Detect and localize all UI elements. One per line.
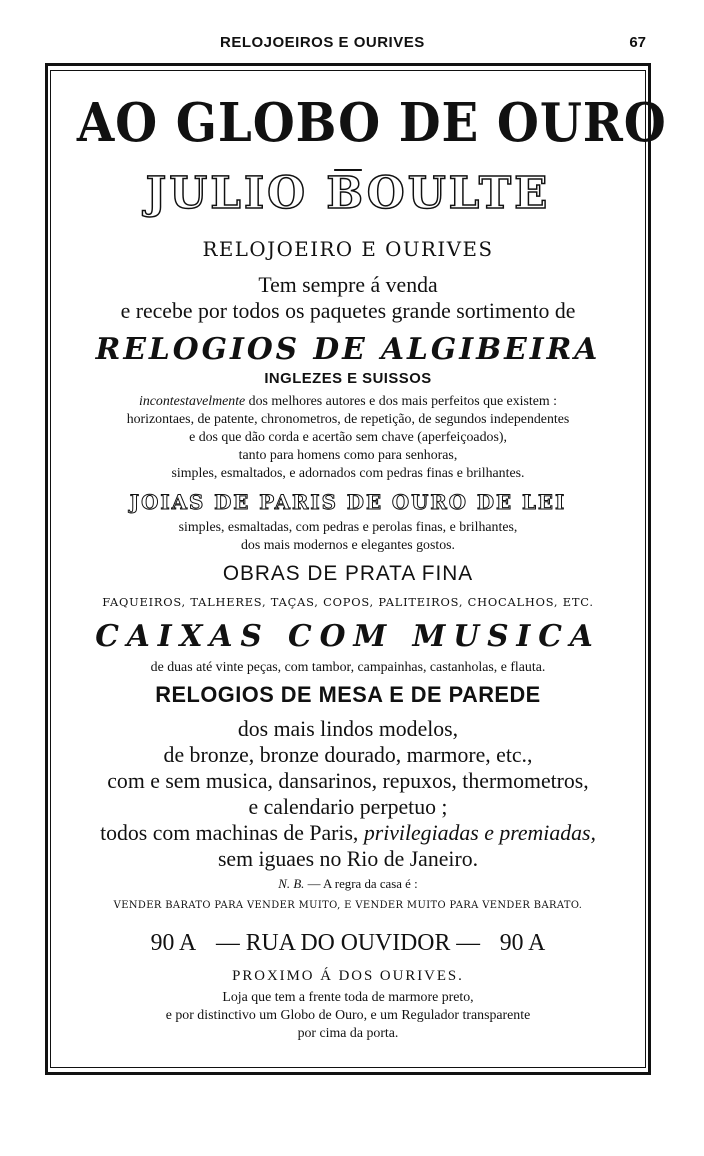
clocks-line-5-italic: privilegiadas e premiadas, [363, 820, 596, 845]
clocks-line-3: com e sem musica, dansarinos, repuxos, thermometros, [107, 768, 589, 793]
advert-title: AO GLOBO DE OURO [76, 92, 667, 154]
nb-label: N. B. [278, 876, 305, 891]
address-number-left: 90 A [150, 930, 197, 956]
running-title: RELOJOEIROS E OURIVES [220, 34, 425, 51]
pocket-watches-heading: RELOGIOS DE ALGIBEIRA [95, 332, 601, 367]
desc-italic: incontestavelmente [138, 394, 246, 409]
desc-line-1 [53, 394, 643, 410]
origins-line: INGLEZES E SUISSOS [264, 370, 432, 387]
clocks-heading: RELOGIOS DE MESA E DE PAREDE [155, 682, 541, 707]
jewels-heading: JOIAS DE PARIS DE OURO DE LEI [129, 490, 567, 514]
house-motto: VENDER BARATO PARA VENDER MUITO, E VENDER MUITO PARA VENDER BARATO. [113, 900, 583, 911]
near-goldsmiths: PROXIMO Á DOS OURIVES. [232, 968, 464, 984]
desc-line-1-rest: dos melhores autores e dos mais perfeitos que existem : [245, 394, 557, 409]
desc-line-3: e dos que dão corda e acertão sem chave (aperfeiçoados), [189, 430, 507, 445]
sale-line: Tem sempre á venda [258, 272, 438, 297]
desc-line-4: tanto para homens como para senhoras, [238, 448, 458, 463]
address-line [53, 930, 643, 957]
profession: RELOJOEIRO E OURIVES [202, 237, 494, 261]
desc-line-5: simples, esmaltados, e adornados com pedras finas e brilhantes. [171, 466, 525, 481]
store-line-2: e por distinctivo um Globo de Ouro, e um Regulador transparente [165, 1008, 531, 1023]
desc-line-2: horizontaes, de patente, chronometros, de repetição, de segundos independentes [126, 412, 570, 427]
clocks-line-1: dos mais lindos modelos, [237, 716, 459, 741]
nota-bene [53, 876, 643, 892]
silver-heading: OBRAS DE PRATA FINA [222, 562, 474, 585]
page-number: 67 [629, 34, 646, 51]
address-street: — RUA DO OUVIDOR — [215, 930, 480, 956]
clocks-line-4: e calendario perpetuo ; [248, 794, 448, 819]
jewels-line-1: simples, esmaltadas, com pedras e perolas finas, e brilhantes, [178, 520, 518, 535]
music-box-heading: CAIXAS COM MUSICA [95, 619, 601, 654]
store-line-3: por cima da porta. [297, 1026, 399, 1041]
clocks-line-6: sem iguaes no Rio de Janeiro. [217, 846, 479, 871]
clocks-line-2: de bronze, bronze dourado, marmore, etc., [163, 742, 533, 767]
receive-line: e recebe por todos os paquetes grande sortimento de [120, 298, 576, 323]
music-box-desc: de duas até vinte peças, com tambor, campainhas, castanholas, e flauta. [150, 660, 546, 675]
clocks-line-5 [53, 820, 643, 846]
store-line-1: Loja que tem a frente toda de marmore preto, [222, 990, 474, 1005]
silver-items: FAQUEIROS, TALHERES, TAÇAS, COPOS, PALITEIROS, CHOCALHOS, ETC. [102, 595, 594, 609]
clocks-line-5-plain: todos com machinas de Paris, [100, 820, 364, 845]
proprietor-name: JULIO BOULTE [145, 168, 551, 219]
title-divider [53, 156, 643, 157]
address-number-right: 90 A [499, 930, 546, 956]
nb-text: — A regra da casa é : [307, 876, 418, 891]
jewels-line-2: dos mais modernos e elegantes gostos. [240, 538, 456, 553]
running-head [0, 34, 704, 56]
